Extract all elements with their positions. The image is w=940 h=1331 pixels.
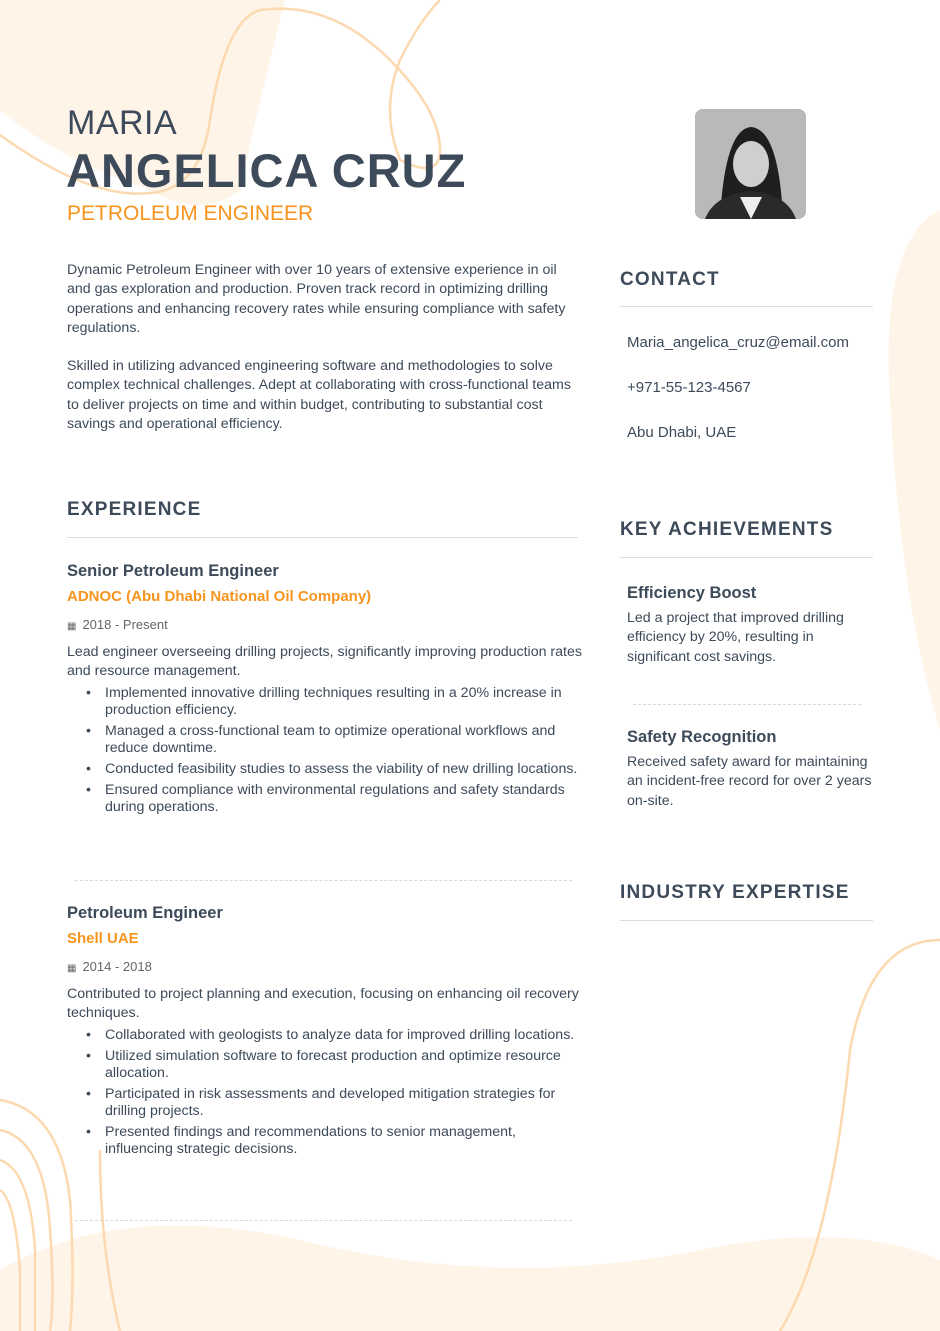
summary bbox=[67, 261, 582, 453]
experience-heading: EXPERIENCE bbox=[67, 499, 202, 520]
experience-item bbox=[67, 904, 582, 1158]
list-item: • Collaborated with geologists to analyze data for improved drilling locations. bbox=[105, 1027, 582, 1044]
job-description: Contributed to project planning and execution, focusing on enhancing oil recovery techniques. bbox=[67, 986, 579, 1021]
job-dates: 2014 - 2018 bbox=[82, 959, 152, 974]
achievements-heading: KEY ACHIEVEMENTS bbox=[620, 519, 834, 540]
achievement-item bbox=[627, 584, 872, 667]
achievement-title: Safety Recognition bbox=[627, 728, 777, 746]
divider bbox=[67, 537, 578, 538]
job-company: ADNOC (Abu Dhabi National Oil Company) bbox=[67, 588, 372, 605]
achievement-text: Led a project that improved drilling efficiency by 20%, resulting in significant cost savings. bbox=[627, 609, 844, 665]
experience-item bbox=[67, 562, 582, 816]
summary-paragraph: Skilled in utilizing advanced engineering software and methodologies to solve complex technical challenges. Adept at collaborating with cross-functional teams to deliver projects on time and within budget, contributing to substantial cost savings and operational efficiency. bbox=[67, 358, 571, 433]
divider bbox=[620, 557, 873, 558]
contact-phone[interactable]: +971-55-123-4567 bbox=[627, 379, 751, 396]
contact-email[interactable]: Maria_angelica_cruz@email.com bbox=[627, 334, 849, 351]
job-dates: 2018 - Present bbox=[82, 617, 168, 632]
calendar-icon: ▦ bbox=[67, 621, 77, 632]
list-item: • Implemented innovative drilling techniques resulting in a 20% increase in production efficiency. bbox=[105, 685, 582, 719]
achievement-item bbox=[627, 728, 872, 811]
last-name: ANGELICA CRUZ bbox=[66, 144, 467, 197]
divider bbox=[633, 704, 861, 705]
list-item: • Presented findings and recommendations to senior management, influencing strategic decisions. bbox=[105, 1124, 582, 1158]
achievement-text: Received safety award for maintaining an incident-free record for over 2 years on-site. bbox=[627, 753, 872, 809]
divider bbox=[75, 880, 572, 881]
profile-photo bbox=[695, 109, 806, 219]
contact-heading: CONTACT bbox=[620, 269, 720, 290]
job-description: Lead engineer overseeing drilling projects, significantly improving production rates and resource management. bbox=[67, 644, 582, 679]
divider bbox=[620, 306, 873, 307]
divider bbox=[620, 920, 873, 921]
contact-location: Abu Dhabi, UAE bbox=[627, 424, 737, 441]
list-item: • Conducted feasibility studies to assess the viability of new drilling locations. bbox=[105, 761, 582, 778]
calendar-icon: ▦ bbox=[67, 963, 77, 974]
list-item: • Utilized simulation software to forecast production and optimize resource allocation. bbox=[105, 1048, 582, 1082]
first-name: MARIA bbox=[67, 104, 178, 142]
expertise-heading: INDUSTRY EXPERTISE bbox=[620, 882, 850, 903]
divider bbox=[75, 1220, 572, 1221]
job-title: PETROLEUM ENGINEER bbox=[67, 202, 314, 225]
list-item: • Ensured compliance with environmental regulations and safety standards during operations. bbox=[105, 782, 582, 816]
achievement-title: Efficiency Boost bbox=[627, 584, 757, 602]
job-role: Petroleum Engineer bbox=[67, 904, 223, 922]
list-item: • Participated in risk assessments and developed mitigation strategies for drilling projects. bbox=[105, 1086, 582, 1120]
job-company: Shell UAE bbox=[67, 930, 139, 947]
job-role: Senior Petroleum Engineer bbox=[67, 562, 279, 580]
list-item: • Managed a cross-functional team to optimize operational workflows and reduce downtime. bbox=[105, 723, 582, 757]
summary-paragraph: Dynamic Petroleum Engineer with over 10 years of extensive experience in oil and gas exploration and production. Proven track record in optimizing drilling operations and enhancing recovery rates while ensuring compliance with safety regulations. bbox=[67, 262, 566, 336]
